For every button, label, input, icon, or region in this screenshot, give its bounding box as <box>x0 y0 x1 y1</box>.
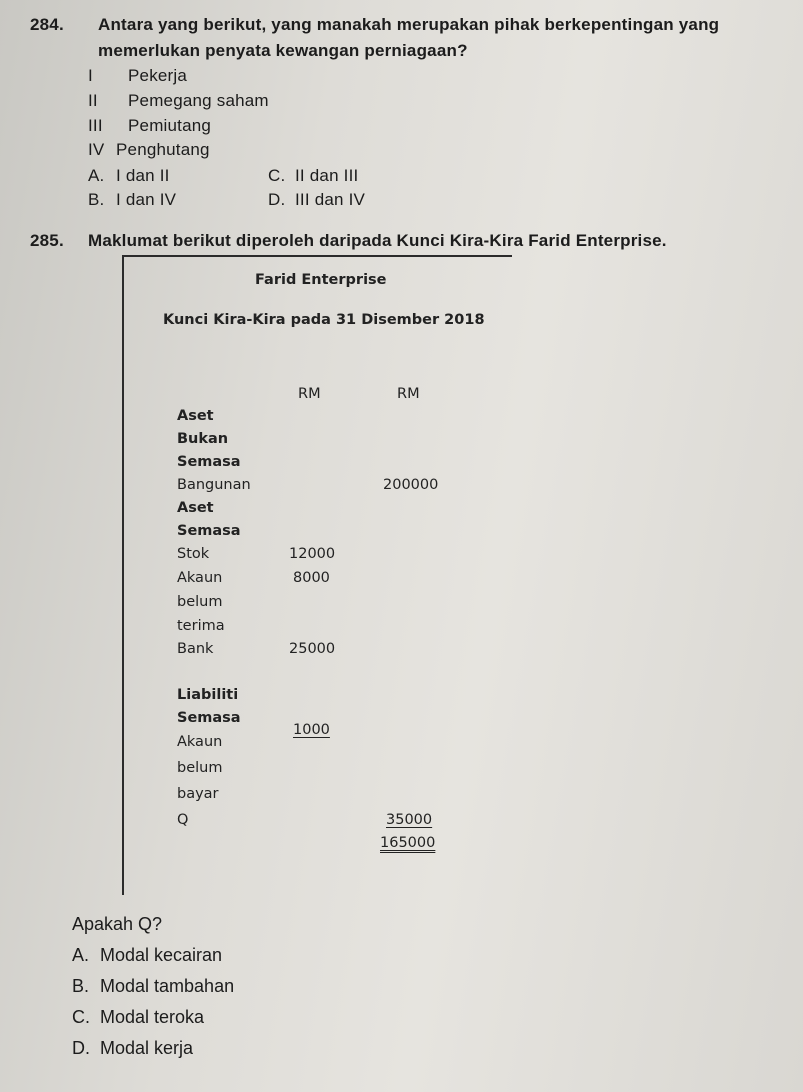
value-stok: 12000 <box>289 546 336 562</box>
statement-roman-1: I <box>88 66 93 85</box>
label-semasa-3: Semasa <box>177 710 241 726</box>
value-akaun-belum-bayar: 1000 <box>293 722 330 738</box>
question-285-prompt: Apakah Q? <box>72 914 163 934</box>
value-bangunan: 200000 <box>383 477 439 493</box>
value-akaun-belum-terima: 8000 <box>293 570 330 586</box>
option-284-c-text[interactable]: II dan III <box>295 166 359 185</box>
statement-text-1: Pekerja <box>128 66 188 85</box>
label-bayar: bayar <box>177 786 219 802</box>
label-bank: Bank <box>177 641 214 657</box>
col-header-rm-1: RM <box>298 386 321 402</box>
label-semasa-1: Semasa <box>177 454 241 470</box>
option-285-d-letter[interactable]: D. <box>72 1038 90 1058</box>
label-aset-2: Aset <box>177 500 214 516</box>
option-284-b-text[interactable]: I dan IV <box>116 190 177 209</box>
value-total: 165000 <box>380 835 436 851</box>
option-284-a-text[interactable]: I dan II <box>116 166 170 185</box>
label-bukan: Bukan <box>177 431 229 447</box>
table-top-border <box>122 255 512 257</box>
option-285-a-letter[interactable]: A. <box>72 945 90 965</box>
option-284-d-letter[interactable]: D. <box>268 190 286 209</box>
option-284-d-text[interactable]: III dan IV <box>295 190 366 209</box>
option-285-c-letter[interactable]: C. <box>72 1007 90 1027</box>
statement-roman-4: IV <box>88 140 105 159</box>
statement-roman-3: III <box>88 116 103 135</box>
table-company-name: Farid Enterprise <box>255 272 387 288</box>
statement-text-2: Pemegang saham <box>128 91 269 110</box>
statement-text-4: Penghutang <box>116 140 210 159</box>
question-284-text-line2: memerlukan penyata kewangan perniagaan? <box>98 41 468 60</box>
statement-text-3: Pemiutang <box>128 116 212 135</box>
value-q: 35000 <box>386 812 433 828</box>
option-285-c-text[interactable]: Modal teroka <box>100 1007 205 1027</box>
col-header-rm-2: RM <box>397 386 420 402</box>
option-285-a-text[interactable]: Modal kecairan <box>100 945 223 965</box>
table-subtitle: Kunci Kira-Kira pada 31 Disember 2018 <box>163 312 485 328</box>
option-284-b-letter[interactable]: B. <box>88 190 105 209</box>
statement-roman-2: II <box>88 91 98 110</box>
label-stok: Stok <box>177 546 210 562</box>
label-akaun-2: Akaun <box>177 734 223 750</box>
question-285-number: 285. <box>30 231 64 250</box>
label-semasa-2: Semasa <box>177 523 241 539</box>
label-belum-1: belum <box>177 594 223 610</box>
value-bank: 25000 <box>289 641 336 657</box>
table-left-border <box>122 255 124 895</box>
label-aset: Aset <box>177 408 214 424</box>
option-284-a-letter[interactable]: A. <box>88 166 105 185</box>
label-bangunan: Bangunan <box>177 477 251 493</box>
option-285-b-letter[interactable]: B. <box>72 976 90 996</box>
label-belum-2: belum <box>177 760 223 776</box>
option-285-b-text[interactable]: Modal tambahan <box>100 976 235 996</box>
label-terima: terima <box>177 618 225 634</box>
question-284-text-line1: Antara yang berikut, yang manakah merupakan pihak berkepentingan yang <box>98 15 720 34</box>
option-284-c-letter[interactable]: C. <box>268 166 286 185</box>
question-285-intro: Maklumat berikut diperoleh daripada Kunci Kira-Kira Farid Enterprise. <box>88 231 667 250</box>
question-284-number: 284. <box>30 15 64 34</box>
option-285-d-text[interactable]: Modal kerja <box>100 1038 194 1058</box>
label-q: Q <box>177 812 189 828</box>
label-akaun-1: Akaun <box>177 570 223 586</box>
label-liabiliti: Liabiliti <box>177 687 239 703</box>
